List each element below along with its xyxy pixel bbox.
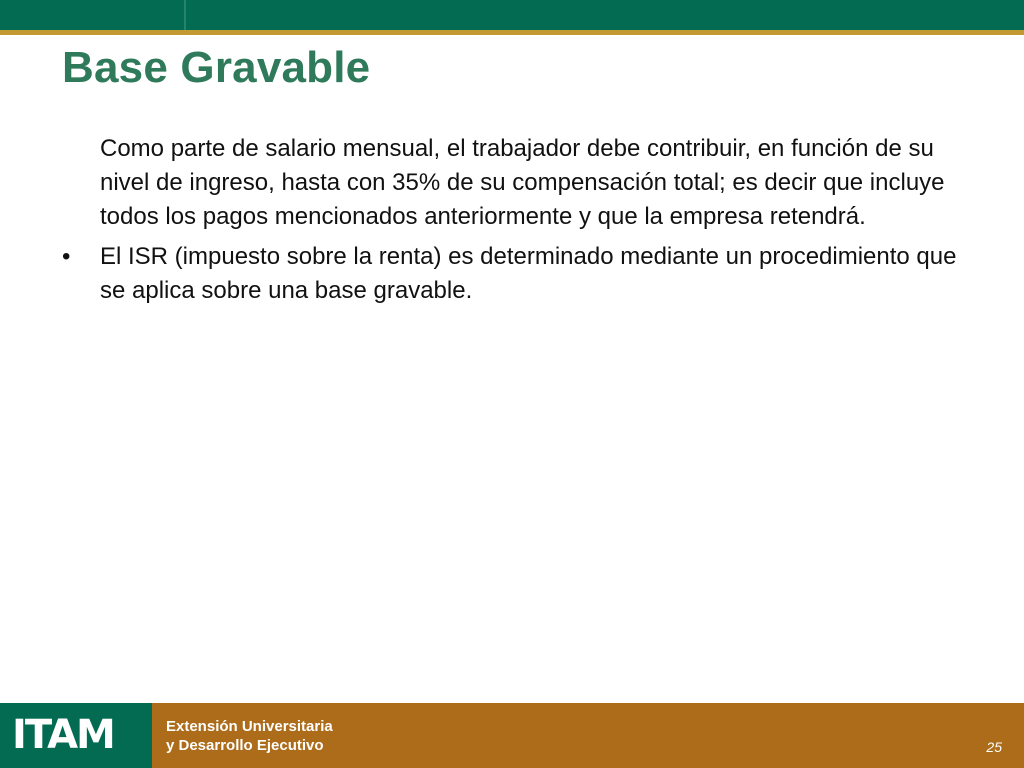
paragraph-2-text: El ISR (impuesto sobre la renta) es determinado mediante un procedimiento que se aplica sobre una base gravable. <box>100 243 957 304</box>
header-band <box>0 0 1024 30</box>
page-number: 25 <box>986 739 1002 755</box>
bullet-2: • <box>62 243 71 270</box>
footer-line-2: y Desarrollo Ejecutivo <box>166 737 324 754</box>
slide-title: Base Gravable <box>62 43 371 92</box>
footer-subtitle <box>166 717 333 755</box>
footer-line-1: Extensión Universitaria <box>166 718 333 735</box>
itam-logo-text: ITAM <box>12 712 114 758</box>
header-divider <box>184 0 186 30</box>
paragraph-2 <box>62 240 972 308</box>
paragraph-1 <box>62 132 972 234</box>
paragraph-1-text: Como parte de salario mensual, el trabajador debe contribuir, en función de su nivel de ingreso, hasta con 35% de su compensación total; es decir que incluye todos los pagos mencionados anteriormente y que la empresa retendrá. <box>100 135 945 230</box>
header-gold-stripe <box>0 30 1024 35</box>
slide-body <box>62 132 972 314</box>
bullet-1 <box>62 132 100 234</box>
itam-logo <box>0 703 152 768</box>
footer-bar <box>0 703 1024 768</box>
